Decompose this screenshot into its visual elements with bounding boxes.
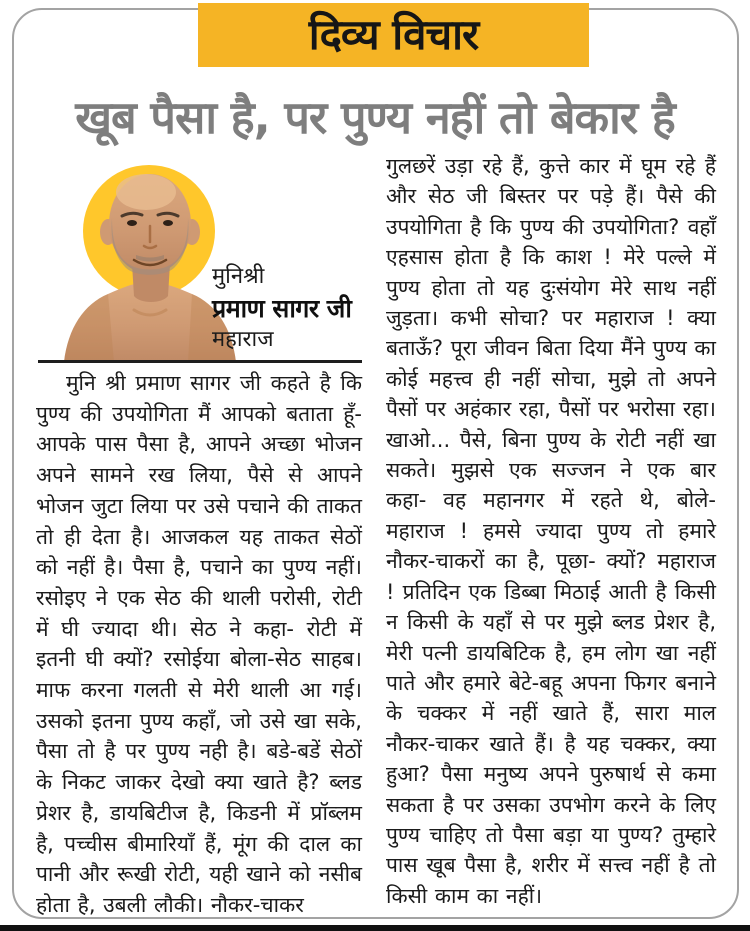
author-caption xyxy=(212,262,372,355)
article-column-left: मुनि श्री प्रमाण सागर जी कहते है कि पुण्य की उपयोगिता मैं आपको बताता हूँ- आपके पास पैसा है, आपने अच्छा भोजन अपने सामने रख लिया, पैसे से आपने भोजन जुटा लिया पर उसे पचाने की ताकत तो ही देता है। आजकल यह ताकत सेठों को नहीं है। पैसा है, पचाने का पुण्य नहीं। रसोइए ने एक सेठ की थाली परोसी, रोटी में घी ज्यादा थी। सेठ ने कहा- रोटी में इतनी घी क्यों? रसोईया बोला-सेठ साहब। माफ करना गलती से मेरी थाली आ गई। उसको इतना पुण्य कहाँ, जो उसे खा सके, पैसा तो है पर पुण्य नही है। बडे-बडें सेठों के निकट जाकर देखो क्या खाते है? ब्लड प्रेशर है, डायबिटीज है, किडनी में प्रॉब्लम है, पच्चीस बीमारियाँ हैं, मूंग की दाल का पानी और रूखी रोटी, यही खाने को नसीब होता है, उबली लौकी। नौकर-चाकर xyxy=(36,371,362,917)
caption-divider xyxy=(38,360,362,363)
kicker-banner xyxy=(198,3,589,67)
author-title: महाराज xyxy=(212,327,274,353)
kicker-text: दिव्य विचार xyxy=(308,10,479,59)
article-column-right: गुलछरें उड़ा रहे हैं, कुत्ते कार में घूम रहे हैं और सेठ जी बिस्तर पर पड़े हैं। पैसे की उपयोगिता है कि पुण्य की उपयोगिता? वहाँ एहसास होता है कि काश ! मेरे पल्ले में पुण्य होता तो यह दुःसंयोग मेरे साथ नहीं जुड़ता। कभी सोचा? पर महाराज ! क्या बताऊँ? पूरा जीवन बिता दिया मैंने पुण्य का कोई महत्त्व ही नहीं सोचा, मुझे तो अपने पैसों पर अहंकार रहा, पैसों पर भरोसा रहा। खाओ... पैसे, बिना पुण्य के रोटी नहीं खा सकते। मुझसे एक सज्जन ने एक बार कहा- वह महानगर में रहते थे, बोले- महाराज ! हमसे ज्यादा पुण्य तो हमारे नौकर-चाकरों का है, पूछा- क्यों? महाराज ! प्रतिदिन एक डिब्बा मिठाई आती है किसी न किसी के यहाँ से पर मुझे ब्लड प्रेशर है, मेरी पत्नी डायबिटिक है, हम लोग खा नहीं पाते और हमारे बेटे-बहू अपना फिगर बनाने के चक्कर में नहीं खाते हैं, सारा माल नौकर-चाकर खाते हैं। है यह चक्कर, क्या हुआ? पैसा मनुष्य अपने पुरुषार्थ से कमा सकता है पर उसका उपभोग करने के लिए पुण्य चाहिए तो पैसा बड़ा या पुण्य? तुम्हारे पास खूब पैसा है, शरीर में सत्त्व नहीं है तो किसी काम का नहीं। xyxy=(386,154,716,908)
bottom-border-bar xyxy=(0,925,750,931)
author-name: प्रमाण सागर जी xyxy=(212,293,352,323)
headline: खूब पैसा है, पर पुण्य नहीं तो बेकार है xyxy=(75,90,675,144)
author-honorific: मुनिश्री xyxy=(212,264,265,289)
